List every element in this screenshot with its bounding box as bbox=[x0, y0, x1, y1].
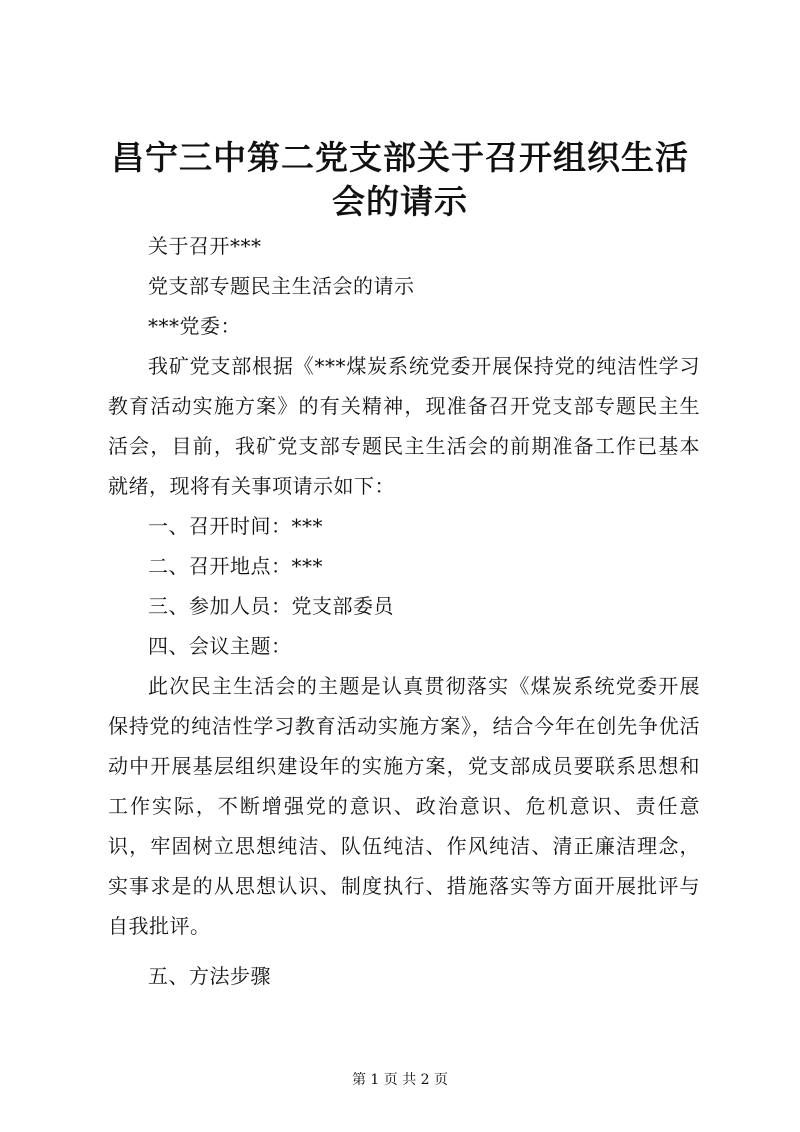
item-participants: 三、参加人员：党支部委员 bbox=[148, 594, 394, 618]
item-theme-heading: 四、会议主题： bbox=[148, 634, 292, 658]
paragraph-subject-line2: 党支部专题民主生活会的请示 bbox=[148, 274, 415, 298]
page-number: 第 1 页 共 2 页 bbox=[351, 1072, 449, 1088]
paragraph-intro: 我矿党支部根据《***煤炭系统党委开展保持党的纯洁性学习教育活动实施方案》的有关精神，现准备召开党支部专题民主生活会，目前，我矿党支部专题民主生活会的前期准备工作已基本就绪，现将有关事项请示如下： bbox=[108, 354, 700, 498]
item-time: 一、召开时间：*** bbox=[148, 514, 323, 538]
paragraph-theme: 此次民主生活会的主题是认真贯彻落实《煤炭系统党委开展保持党的纯洁性学习教育活动实施方案》，结合今年在创先争优活动中开展基层组织建设年的实施方案，党支部成员要联系思想和工作实际，不断增强党的意识、政治意识、危机意识、责任意识，牢固树立思想纯洁、队伍纯洁、作风纯洁、清正廉洁理念，实事求是的从思想认识、制度执行、措施落实等方面开展批评与自我批评。 bbox=[108, 674, 700, 938]
document-body bbox=[108, 226, 700, 996]
item-method-heading: 五、方法步骤 bbox=[148, 964, 271, 988]
item-location: 二、召开地点：*** bbox=[148, 554, 323, 578]
document-title: 昌宁三中第二党支部关于召开组织生活会的请示 bbox=[111, 138, 689, 221]
paragraph-subject-line1: 关于召开*** bbox=[148, 234, 262, 258]
paragraph-addressee: ***党委： bbox=[148, 314, 241, 338]
